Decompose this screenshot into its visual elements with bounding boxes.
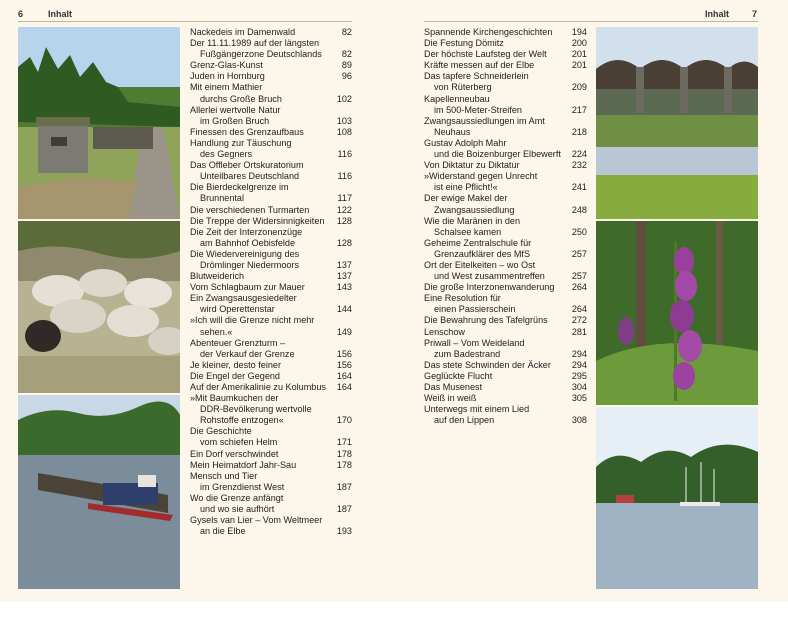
toc-entry-line: Die Engel der Gegend: [190, 370, 280, 381]
toc-entry: [190, 216, 352, 227]
toc-entry-title: [424, 193, 565, 215]
toc-entry-line: Ort der Eitelkeiten – wo Ost: [424, 259, 536, 270]
toc-entry-title: [190, 460, 330, 471]
toc-entry-title: [190, 82, 330, 104]
toc-entry-line: DDR-Bevölkerung wertvolle: [200, 404, 312, 415]
toc-entry-title: [424, 238, 565, 260]
toc-entry-title: [190, 493, 330, 515]
toc-page-number: 187: [336, 481, 352, 492]
bridge-photo: [596, 27, 758, 219]
toc-entry-line: im Großen Bruch: [200, 115, 270, 126]
toc-entry-line: im Grenzdienst West: [200, 481, 285, 492]
toc-entry-line: ist eine Pflicht!«: [434, 182, 498, 193]
toc-page-number: 232: [571, 160, 587, 171]
toc-entry-line: Wie die Maränen in den: [424, 215, 521, 226]
toc-entry-line: Ein Zwangsausgesiedelter: [190, 293, 297, 304]
toc-entry-title: [190, 515, 330, 537]
toc-entry-title: [190, 471, 330, 493]
toc-entry-title: [424, 94, 565, 116]
toc-entry-line: Grenzaufklärer des MfS: [434, 248, 531, 259]
toc-page-number: 164: [336, 382, 352, 392]
toc-entry-title: [190, 138, 330, 160]
toc-entry-line: Lenschow: [424, 326, 465, 337]
toc-entry: [190, 27, 352, 38]
toc-page-number: 294: [571, 348, 587, 359]
toc-page-number: 308: [571, 415, 587, 426]
toc-page-number: 117: [337, 193, 352, 204]
toc-entry-line: Mensch und Tier: [190, 470, 258, 481]
toc-entry-line: Fußgängerzone Deutschlands: [200, 49, 322, 60]
toc-entry-title: [190, 426, 330, 448]
toc-entry: [190, 205, 352, 216]
toc-entry: [424, 49, 587, 60]
toc-page-number: 264: [571, 304, 587, 315]
toc-entry-line: »Mit Baumkuchen der: [190, 393, 279, 404]
toc-page-number: 89: [341, 60, 352, 71]
toc-entry-line: Das stete Schwinden der Äcker: [424, 359, 551, 370]
toc-page-number: 217: [571, 104, 587, 115]
toc-entry-line: vom schiefen Helm: [200, 437, 278, 448]
left-page-title: Inhalt: [48, 9, 72, 19]
toc-entry: [424, 315, 587, 326]
toc-entry: [190, 493, 352, 515]
toc-entry: [190, 293, 352, 315]
toc-entry-line: Priwall – Vom Weideland: [424, 337, 525, 348]
toc-entry-line: zum Badestrand: [434, 348, 501, 359]
toc-entry: [424, 27, 587, 38]
toc-page-number: 103: [336, 115, 352, 126]
toc-page-number: 171: [336, 437, 352, 448]
toc-page-number: 200: [571, 38, 587, 49]
toc-entry-title: [190, 382, 330, 393]
toc-entry-title: [424, 260, 565, 282]
toc-page-number: 82: [341, 27, 352, 37]
toc-entry: [190, 127, 352, 138]
toc-entry-line: Die verschiedenen Turmarten: [190, 204, 310, 215]
toc-entry-line: Wo die Grenze anfängt: [190, 492, 284, 503]
toc-entry-title: [424, 338, 565, 360]
toc-entry: [424, 371, 587, 382]
toc-page-number: 164: [336, 370, 352, 381]
left-header-rule: [18, 21, 352, 22]
toc-entry: [424, 138, 587, 160]
toc-entry: [424, 193, 587, 215]
toc-entry-line: Der ewige Makel der: [424, 193, 508, 204]
toc-page-number: 178: [336, 448, 352, 459]
toc-entry-title: [424, 393, 565, 404]
toc-entry-line: »Ich will die Grenze nicht mehr: [190, 315, 315, 326]
toc-entry: [190, 160, 352, 182]
toc-page-number: 82: [341, 49, 352, 60]
toc-entry: [424, 238, 587, 260]
toc-entry-title: [190, 315, 330, 337]
toc-page-number: 108: [336, 126, 352, 137]
toc-entry: [424, 360, 587, 371]
foxglove-photo: [596, 221, 758, 405]
toc-entry: [190, 371, 352, 382]
toc-entry-title: [424, 327, 565, 338]
toc-entry-title: [424, 60, 565, 71]
toc-entry: [190, 460, 352, 471]
toc-page-number: 187: [336, 504, 352, 515]
toc-entry-title: [424, 38, 565, 49]
toc-entry-title: [190, 205, 330, 216]
toc-entry: [424, 116, 587, 138]
toc-entry: [190, 138, 352, 160]
toc-entry-line: Ein Dorf verschwindet: [190, 448, 279, 459]
toc-entry-line: Die Treppe der Widersinnigkeiten: [190, 215, 325, 226]
toc-entry-line: wird Operettenstar: [200, 304, 275, 315]
toc-entry-title: [190, 71, 330, 82]
toc-entry: [424, 393, 587, 404]
toc-entry-title: [190, 182, 330, 204]
toc-entry-line: Blutweiderich: [190, 271, 245, 282]
toc-entry-line: Das Offleber Ortskuratorium: [190, 160, 304, 171]
toc-entry-line: Nackedeis im Damenwald: [190, 27, 296, 37]
toc-entry-line: Von Diktatur zu Diktatur: [424, 160, 520, 171]
toc-entry-title: [190, 393, 330, 426]
toc-entry-line: Gysels van Lier – Vom Weltmeer: [190, 515, 323, 526]
toc-entry: [424, 60, 587, 71]
toc-entry-line: Spannende Kirchengeschichten: [424, 27, 553, 37]
toc-entry-line: und wo sie aufhört: [200, 504, 275, 515]
toc-entry-line: Neuhaus: [434, 126, 471, 137]
toc-entry-line: Kräfte messen auf der Elbe: [424, 60, 535, 71]
toc-entry-title: [424, 360, 565, 371]
toc-page-number: 224: [571, 149, 587, 160]
toc-page-number: 178: [336, 459, 352, 470]
toc-entry-title: [190, 216, 330, 227]
toc-entry-line: auf den Lippen: [434, 415, 495, 426]
toc-entry-line: Je kleiner, desto feiner: [190, 359, 281, 370]
toc-entry-line: Die Zeit der Interzonenzüge: [190, 226, 303, 237]
toc-entry-title: [424, 315, 565, 326]
toc-entry-title: [190, 449, 330, 460]
toc-entry: [190, 360, 352, 371]
toc-entry-line: an die Elbe: [200, 526, 246, 537]
toc-entry-line: und West zusammentreffen: [434, 271, 545, 282]
toc-entry-line: Geheime Zentralschule für: [424, 237, 532, 248]
toc-page-number: 264: [571, 282, 587, 293]
toc-entry: [190, 82, 352, 104]
toc-entry-line: Eine Resolution für: [424, 293, 501, 304]
toc-entry: [190, 227, 352, 249]
toc-entry-line: Mit einem Mathier: [190, 82, 263, 93]
toc-entry: [190, 271, 352, 282]
toc-entry: [424, 94, 587, 116]
toc-entry-line: im 500-Meter-Streifen: [434, 104, 522, 115]
toc-page-number: 137: [336, 271, 352, 282]
toc-entry-line: Die Bierdeckelgrenze im: [190, 182, 289, 193]
toc-entry-title: [190, 338, 330, 360]
toc-entry-line: Juden in Hornburg: [190, 71, 265, 82]
toc-entry-line: Finessen des Grenzaufbaus: [190, 126, 304, 137]
toc-entry: [424, 327, 587, 338]
toc-page-number: 257: [571, 271, 587, 282]
toc-page-number: 143: [336, 282, 352, 293]
toc-entry: [190, 38, 352, 60]
toc-entry-line: Zwangsaussiedlung: [434, 204, 515, 215]
toc-entry: [424, 260, 587, 282]
toc-page-number: 144: [336, 304, 352, 315]
toc-page-number: 116: [337, 149, 352, 160]
toc-entry-line: Geglückte Flucht: [424, 370, 493, 381]
toc-page-number: 193: [336, 526, 352, 537]
toc-entry-title: [190, 293, 330, 315]
toc-entry-title: [190, 227, 330, 249]
toc-entry-line: Das tapfere Schneiderlein: [424, 71, 529, 82]
toc-page-number: 201: [571, 49, 587, 60]
toc-entry-title: [424, 116, 565, 138]
toc-entry-title: [190, 371, 330, 382]
toc-entry-line: Abenteuer Grenzturm –: [190, 337, 286, 348]
toc-page-number: 170: [336, 415, 352, 426]
toc-page-number: 295: [571, 370, 587, 381]
toc-entry-line: durchs Große Bruch: [200, 93, 282, 104]
toc-entry: [424, 38, 587, 49]
toc-page-number: 201: [571, 60, 587, 71]
toc-entry-line: Auf der Amerikalinie zu Kolumbus: [190, 382, 326, 392]
toc-page-number: 96: [341, 71, 352, 82]
toc-entry-line: Die Festung Dömitz: [424, 38, 504, 49]
toc-entry-line: Die große Interzonenwanderung: [424, 282, 555, 293]
toc-entry-line: der Verkauf der Grenze: [200, 348, 295, 359]
toc-entry: [190, 249, 352, 271]
toc-entry-title: [424, 282, 565, 293]
toc-entry: [190, 105, 352, 127]
toc-entry-line: Der höchste Laufsteg der Welt: [424, 49, 547, 60]
toc-entry-line: Rohstoffe entzogen«: [200, 415, 284, 426]
toc-page-number: 149: [336, 326, 352, 337]
left-page-number: 6: [18, 9, 24, 19]
sheep-photo: [18, 221, 180, 393]
toc-entry-line: von Rüterberg: [434, 82, 492, 93]
toc-entry: [190, 471, 352, 493]
toc-entry-line: Mein Heimatdorf Jahr-Sau: [190, 459, 297, 470]
toc-entry-line: Drömlinger Niedermoors: [200, 259, 300, 270]
toc-page-number: 218: [571, 126, 587, 137]
toc-entry-title: [190, 160, 330, 182]
toc-entry-line: Gustav Adolph Mahr: [424, 137, 507, 148]
toc-entry-line: Kapellenneubau: [424, 93, 490, 104]
toc-page-number: 257: [571, 248, 587, 259]
toc-page-number: 250: [571, 226, 587, 237]
toc-page-number: 241: [571, 182, 587, 193]
toc-entry: [190, 182, 352, 204]
toc-entry-title: [424, 171, 565, 193]
page-bottom-margin: [0, 602, 788, 630]
toc-page-number: 128: [336, 237, 352, 248]
toc-page-number: 272: [571, 315, 587, 326]
toc-entry-title: [190, 38, 330, 60]
toc-page-number: 281: [571, 326, 587, 337]
border-watchtower-photo: [18, 27, 180, 219]
toc-entry: [190, 449, 352, 460]
toc-entry-title: [190, 127, 330, 138]
toc-entry-title: [190, 27, 330, 38]
toc-entry-title: [424, 293, 565, 315]
toc-entry-line: Handlung zur Täuschung: [190, 137, 292, 148]
toc-entry-line: Allerlei wertvolle Natur: [190, 104, 281, 115]
barge-photo: [18, 395, 180, 589]
toc-page-number: 102: [336, 93, 352, 104]
toc-entry: [190, 71, 352, 82]
toc-entry-title: [424, 160, 565, 171]
toc-entry: [424, 382, 587, 393]
toc-entry: [424, 216, 587, 238]
toc-page-number: 156: [336, 348, 352, 359]
toc-entry: [190, 60, 352, 71]
toc-page-number: 156: [336, 359, 352, 370]
toc-entry-line: Grenz-Glas-Kunst: [190, 60, 263, 71]
toc-entry: [424, 293, 587, 315]
toc-page-number: 248: [571, 204, 587, 215]
toc-right-column: [424, 27, 587, 426]
toc-entry-line: Zwangsaussiedlungen im Amt: [424, 115, 545, 126]
toc-entry-title: [424, 138, 565, 160]
lake-photo: [596, 407, 758, 589]
toc-page-number: 137: [336, 259, 352, 270]
toc-page-number: 122: [336, 204, 352, 215]
toc-entry-line: am Bahnhof Oebisfelde: [200, 237, 296, 248]
right-page-title: Inhalt: [705, 9, 729, 19]
toc-entry-line: sehen.«: [200, 326, 233, 337]
toc-entry-title: [190, 249, 330, 271]
toc-entry-line: einen Passierschein: [434, 304, 516, 315]
toc-entry-title: [424, 27, 565, 38]
right-page-number: 7: [752, 9, 758, 19]
toc-entry: [190, 515, 352, 537]
toc-entry: [424, 160, 587, 171]
toc-entry-line: Brunnental: [200, 193, 244, 204]
toc-entry-title: [424, 216, 565, 238]
toc-entry: [190, 382, 352, 393]
toc-entry: [190, 426, 352, 448]
toc-entry: [190, 315, 352, 337]
toc-entry-title: [190, 105, 330, 127]
toc-entry-title: [190, 282, 330, 293]
toc-entry-line: Das Musenest: [424, 382, 483, 392]
toc-page-number: 194: [571, 27, 587, 37]
toc-page-number: 305: [571, 393, 587, 404]
toc-page-number: 209: [571, 82, 587, 93]
toc-entry-line: Unterwegs mit einem Lied: [424, 404, 530, 415]
toc-entry: [190, 338, 352, 360]
toc-entry-line: Der 11.11.1989 auf der längsten: [190, 38, 320, 49]
toc-entry: [424, 171, 587, 193]
toc-entry-line: Die Wiedervereinigung des: [190, 248, 300, 259]
toc-entry-line: des Gegners: [200, 149, 253, 160]
toc-page-number: 116: [337, 171, 352, 182]
toc-page-number: 304: [571, 382, 587, 392]
toc-entry: [424, 282, 587, 293]
toc-entry-title: [424, 404, 565, 426]
right-header-rule: [424, 21, 758, 22]
toc-page-number: 128: [336, 215, 352, 226]
toc-entry-title: [190, 360, 330, 371]
toc-entry-line: Unteilbares Deutschland: [200, 171, 300, 182]
toc-left-column: [190, 27, 352, 537]
toc-entry-title: [424, 382, 565, 393]
toc-entry-line: Die Geschichte: [190, 426, 252, 437]
toc-entry-title: [424, 71, 565, 93]
toc-entry-title: [190, 271, 330, 282]
toc-entry-line: Vom Schlagbaum zur Mauer: [190, 282, 305, 293]
toc-entry-line: Weiß in weiß: [424, 393, 477, 404]
toc-entry-line: Schalsee kamen: [434, 226, 502, 237]
toc-entry-title: [190, 60, 330, 71]
toc-entry: [190, 282, 352, 293]
toc-entry: [190, 393, 352, 426]
toc-entry-title: [424, 49, 565, 60]
toc-entry-line: Die Bewahrung des Tafelgrüns: [424, 315, 548, 326]
toc-entry: [424, 338, 587, 360]
toc-entry: [424, 71, 587, 93]
toc-entry-line: »Widerstand gegen Unrecht: [424, 171, 538, 182]
toc-entry-line: und die Boizenburger Elbewerft: [434, 149, 561, 160]
toc-entry-title: [424, 371, 565, 382]
toc-entry: [424, 404, 587, 426]
toc-page-number: 294: [571, 359, 587, 370]
